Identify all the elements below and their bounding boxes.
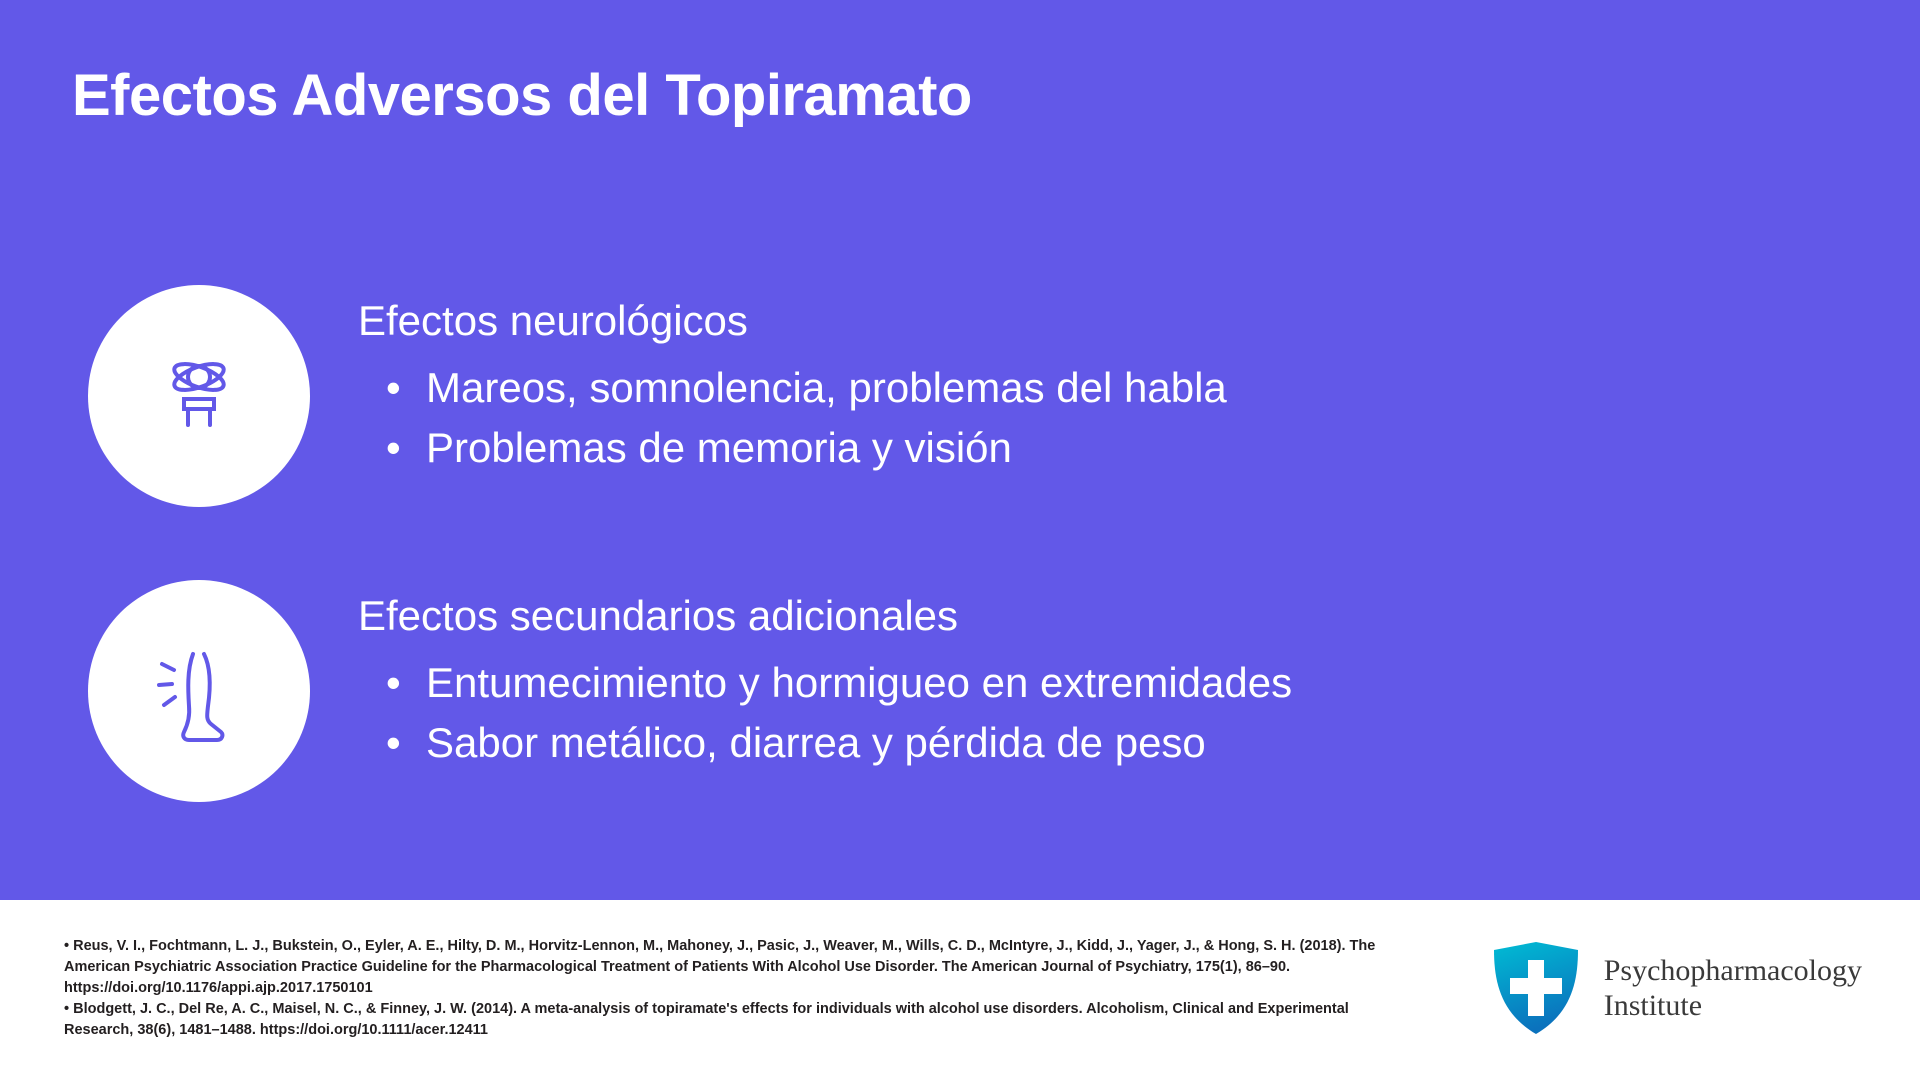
reference-item: • Reus, V. I., Fochtmann, L. J., Bukstein, O., Eyler, A. E., Hilty, D. M., Horvitz-Lennon, M., Mahoney, J., Pasic, J., Weaver, M., Wills, C. D., McIntyre, J., Kidd, J., Yager, J., & Hong, S. H. (2018). The American Psychiatric Association Practice Guideline for the Pharmacological Treatment of Patients With Alcohol Use Disorder. The American Journal of Psychiatry, 175(1), 86–90. https://doi.org/10.1176/appi.ajp.2017.1750101: [64, 938, 1376, 997]
content-group-neurological: [88, 285, 1227, 507]
brand-name: [1604, 953, 1862, 1024]
bullet-marker-icon: •: [386, 719, 401, 767]
group-heading: Efectos neurológicos: [358, 297, 748, 344]
brand-name-line2: Institute: [1603, 989, 1703, 1022]
brand-lockup: [1490, 940, 1862, 1036]
list-item: [358, 418, 1227, 479]
page-title: Efectos Adversos del Topiramato: [72, 63, 972, 128]
list-item: [358, 713, 1292, 774]
shield-logo: [1490, 940, 1582, 1036]
dizzy-head-icon: [88, 285, 310, 507]
reference-item: • Blodgett, J. C., Del Re, A. C., Maisel, N. C., & Finney, J. W. (2014). A meta-analysis of topiramate's effects for individuals with alcohol use disorders. Alcoholism, Clinical and Experimental Research, 38(6), 1481–1488. https://doi.org/10.1111/acer.12411: [64, 1001, 1349, 1039]
list-item-label: Entumecimiento y hormigueo en extremidades: [426, 658, 1293, 706]
brand-name-line1: Psychopharmacology: [1603, 953, 1862, 987]
group-heading: Efectos secundarios adicionales: [358, 592, 959, 639]
bullet-marker-icon: •: [386, 424, 401, 472]
list-item-label: Sabor metálico, diarrea y pérdida de peso: [426, 719, 1206, 767]
bullet-list: [358, 358, 1227, 480]
slide-footer: [0, 900, 1920, 1080]
bullet-list: [358, 653, 1292, 775]
list-item: [358, 358, 1227, 419]
content-group-additional: [88, 580, 1292, 802]
bullet-marker-icon: •: [386, 363, 401, 411]
tingling-leg-icon: [88, 580, 310, 802]
group-text-block: [358, 285, 1227, 479]
list-item-label: Mareos, somnolencia, problemas del habla: [426, 363, 1227, 411]
list-item: [358, 653, 1292, 714]
group-text-block: [358, 580, 1292, 774]
bullet-marker-icon: •: [386, 658, 401, 706]
list-item-label: Problemas de memoria y visión: [426, 424, 1012, 472]
references-block: [64, 936, 1404, 1041]
